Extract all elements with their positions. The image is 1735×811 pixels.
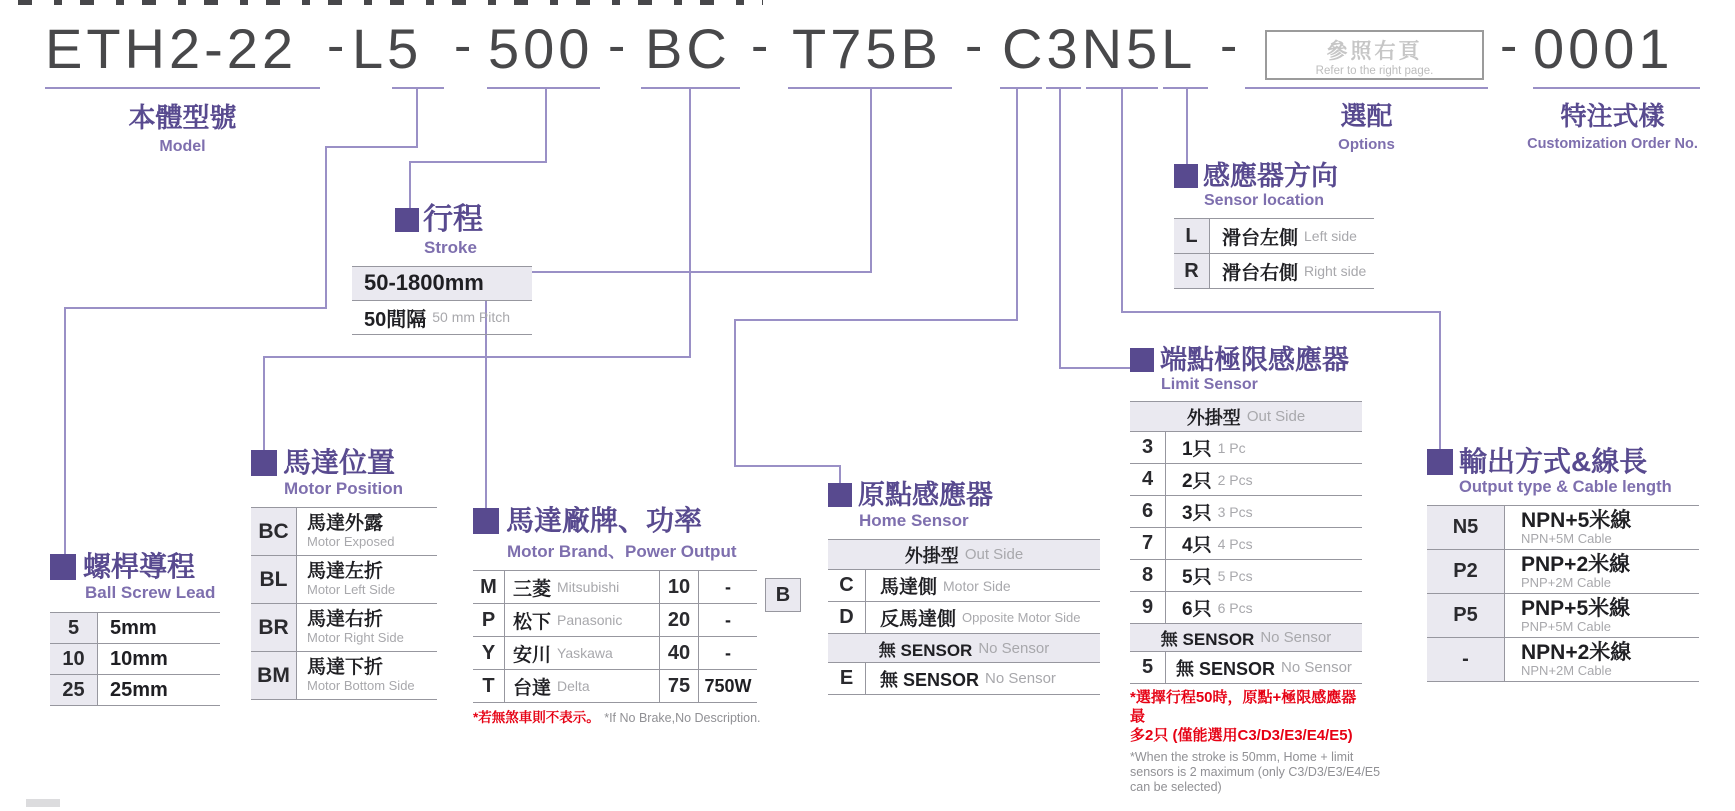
limit-sensor-code: 3: [1130, 432, 1166, 463]
table-row: [50, 613, 220, 644]
section-output-title-zh: 輸出方式&線長: [1459, 446, 1648, 477]
code-dash-1: -: [327, 17, 345, 75]
motor-position-code: BL: [251, 556, 297, 603]
section-home-sensor-title-zh: 原點感應器: [858, 480, 993, 510]
section-sensor-location: [1174, 162, 1374, 289]
section-sensor-location-title-en: Sensor location: [1204, 192, 1325, 210]
limit-sensor-zh: 無 SENSOR: [1176, 658, 1276, 679]
lead-value: 25mm: [110, 678, 168, 701]
limit-sensor-en: 4 Pcs: [1217, 535, 1253, 552]
limit-sensor-code: 5: [1130, 652, 1166, 683]
motor-brand-power: 40: [659, 637, 699, 669]
section-stroke-title-zh: 行程: [423, 203, 483, 236]
group-header-zh: 外掛型: [904, 545, 959, 566]
section-motor-brand-title-zh: 馬達廠牌、功率: [506, 505, 703, 536]
section-bullet-icon: [828, 483, 852, 507]
table-row: [1130, 592, 1362, 624]
section-bullet-icon: [1174, 164, 1198, 188]
lead-code: 25: [50, 675, 98, 705]
limit-sensor-zh: 6只: [1182, 599, 1212, 621]
table-row: [473, 670, 757, 703]
table-row: [828, 570, 1100, 602]
home-sensor-code: C: [828, 570, 866, 601]
table-row: [1174, 254, 1374, 289]
limit-sensor-zh: 4只: [1182, 535, 1212, 557]
limit-sensor-note-red-line1: *選擇行程50時，原點+極限感應器最: [1130, 689, 1357, 726]
table-row: [1174, 219, 1374, 254]
customization-label: [1505, 96, 1720, 152]
stroke-pitch-en: 50 mm Pitch: [432, 309, 511, 325]
customization-label-zh: 特注式樣: [1560, 101, 1665, 131]
section-output: [1427, 447, 1699, 682]
output-code: P2: [1427, 550, 1505, 593]
home-sensor-table: [828, 539, 1100, 695]
output-table: [1427, 505, 1699, 682]
limit-sensor-note-red-line2: 多2只 (僅能選用C3/D3/E3/E4/E5): [1130, 726, 1353, 744]
motor-brand-note-zh: *若無煞車則不表示。: [473, 710, 600, 726]
motor-brand-desc: -: [725, 609, 731, 630]
motor-brand-code: Y: [473, 637, 505, 669]
code-dash-5: -: [965, 17, 983, 75]
motor-brand-en: Mitsubishi: [557, 579, 620, 596]
table-row: [828, 602, 1100, 634]
table-row: [251, 652, 437, 700]
section-stroke-head: [395, 204, 532, 236]
table-row: [473, 571, 757, 604]
table-row: [473, 637, 757, 670]
code-dash-3: -: [608, 17, 626, 75]
section-bullet-icon: [473, 508, 499, 534]
limit-sensor-zh: 2只: [1182, 471, 1212, 493]
code-sensors: C3N5L: [1002, 17, 1197, 80]
code-model: ETH2-22: [45, 17, 298, 80]
section-limit-sensor-title-zh: 端點極限感應器: [1160, 345, 1349, 375]
table-row: [1427, 638, 1699, 682]
limit-sensor-code: 7: [1130, 528, 1166, 559]
group-header-en: Out Side: [964, 546, 1024, 564]
options-box-en: Refer to the right page.: [1315, 65, 1434, 77]
code-lead: L5: [352, 17, 423, 80]
section-output-title-en: Output type & Cable length: [1459, 478, 1672, 497]
motor-brand-power: 10: [659, 571, 699, 603]
limit-sensor-zh: 1只: [1182, 439, 1212, 461]
section-motor-position-title-en: Motor Position: [284, 479, 403, 499]
output-en: PNP+2M Cable: [1521, 575, 1611, 591]
limit-sensor-note-gray: *When the stroke is 50mm, Home + limit sensors is 2 maximum (only C3/D3/E3/E4/E5 can be selected): [1130, 749, 1381, 794]
section-output-head: [1427, 447, 1699, 476]
code-motor-brand: T75B: [792, 17, 942, 80]
output-code: -: [1427, 638, 1505, 681]
table-row: [473, 604, 757, 637]
motor-position-zh: 馬達外露: [307, 513, 384, 535]
table-row: [251, 556, 437, 604]
code-dash-4: -: [751, 17, 769, 75]
limit-sensor-code: 4: [1130, 464, 1166, 495]
limit-sensor-note-red: [1130, 689, 1362, 745]
group-header-en: No Sensor: [978, 639, 1050, 657]
motor-brand-desc: -: [725, 576, 731, 597]
code-order-no: 0001: [1533, 17, 1674, 80]
section-motor-brand-title-en: Motor Brand、Power Output: [507, 542, 737, 562]
table-row: [1130, 560, 1362, 592]
limit-sensor-code: 9: [1130, 592, 1166, 623]
stroke-range: 50-1800mm: [364, 270, 484, 295]
section-home-sensor-title-en: Home Sensor: [859, 511, 969, 531]
output-zh: NPN+5米線: [1521, 509, 1632, 533]
motor-brand-zh: 松下: [513, 611, 552, 633]
table-row: [1427, 506, 1699, 550]
group-header-zh: 外掛型: [1186, 407, 1241, 428]
section-lead: [50, 552, 220, 706]
limit-sensor-table: [1130, 401, 1362, 684]
table-row: [251, 604, 437, 652]
model-label-zh: 本體型號: [128, 103, 237, 133]
sensor-location-code: L: [1174, 219, 1210, 253]
table-row: [1130, 432, 1362, 464]
output-zh: PNP+2米線: [1521, 553, 1631, 577]
limit-sensor-code: 6: [1130, 496, 1166, 527]
motor-brand-en: Yaskawa: [557, 645, 613, 662]
options-label-en: Options: [1338, 136, 1395, 153]
home-sensor-zh: 反馬達側: [880, 609, 957, 631]
table-row: [50, 644, 220, 675]
section-stroke-title-en: Stroke: [424, 237, 477, 257]
section-motor-brand-head: [473, 506, 809, 535]
code-dash-6: -: [1220, 17, 1238, 75]
section-limit-sensor-head: [1130, 346, 1362, 374]
table-row: [1130, 496, 1362, 528]
home-sensor-en: No Sensor: [985, 670, 1056, 688]
limit-sensor-group-header: [1130, 624, 1362, 652]
stroke-table: [352, 266, 532, 335]
limit-sensor-en: 6 Pcs: [1217, 599, 1253, 616]
group-header-zh: 無 SENSOR: [878, 640, 973, 660]
page-edge-smudge: [26, 799, 60, 807]
home-sensor-group-header: [828, 634, 1100, 663]
output-en: PNP+5M Cable: [1521, 619, 1611, 635]
limit-sensor-zh: 5只: [1182, 567, 1212, 589]
table-row: [352, 301, 532, 335]
output-code: P5: [1427, 594, 1505, 637]
motor-position-en: Motor Right Side: [307, 630, 404, 646]
output-zh: PNP+5米線: [1521, 597, 1631, 621]
motor-brand-note-en: *If No Brake,No Description.: [604, 711, 761, 726]
limit-sensor-en: 1 Pc: [1217, 439, 1246, 456]
table-row: [251, 508, 437, 556]
table-row: [1130, 528, 1362, 560]
sensor-location-en: Left side: [1304, 228, 1357, 245]
motor-position-en: Motor Bottom Side: [307, 678, 415, 694]
sensor-location-code: R: [1174, 254, 1210, 288]
options-placeholder-box: [1265, 30, 1484, 80]
options-label: [1245, 96, 1488, 153]
customization-label-en: Customization Order No.: [1527, 136, 1698, 152]
motor-brand-en: Delta: [557, 678, 590, 695]
code-motor-position: BC: [645, 17, 731, 80]
motor-position-table: [251, 507, 437, 700]
output-en: NPN+5M Cable: [1521, 531, 1612, 547]
code-dash-7: -: [1500, 17, 1518, 75]
sensor-location-zh: 滑台右側: [1222, 262, 1299, 284]
motor-brand-code: T: [473, 670, 505, 702]
motor-position-code: BR: [251, 604, 297, 651]
code-dash-2: -: [454, 17, 472, 75]
motor-brand-desc: -: [725, 642, 731, 663]
home-sensor-zh: 馬達側: [880, 577, 938, 599]
table-row: [1427, 550, 1699, 594]
table-row: [1427, 594, 1699, 638]
model-label: [45, 96, 320, 156]
section-lead-head: [50, 552, 220, 581]
home-sensor-code: E: [828, 663, 866, 694]
stroke-pitch-zh: 50間隔: [364, 308, 427, 331]
section-bullet-icon: [50, 554, 76, 580]
motor-brand-desc: 750W: [704, 675, 752, 696]
limit-sensor-en: 3 Pcs: [1217, 503, 1253, 520]
section-bullet-icon: [1130, 348, 1154, 372]
motor-brand-en: Panasonic: [557, 612, 623, 629]
motor-brand-zh: 台達: [513, 677, 552, 699]
section-sensor-location-head: [1174, 162, 1374, 190]
limit-sensor-en: 2 Pcs: [1217, 471, 1253, 488]
lead-value: 5mm: [110, 616, 157, 639]
group-header-zh: 無 SENSOR: [1160, 630, 1255, 650]
sensor-location-en: Right side: [1304, 263, 1367, 280]
lead-table: [50, 612, 220, 706]
motor-position-zh: 馬達下折: [307, 657, 384, 679]
home-sensor-en: Opposite Motor Side: [962, 610, 1081, 626]
section-bullet-icon: [251, 450, 277, 476]
section-lead-title-en: Ball Screw Lead: [85, 583, 216, 603]
model-label-en: Model: [159, 138, 206, 155]
motor-brand-power: 75: [659, 670, 699, 702]
home-sensor-code: D: [828, 602, 866, 633]
section-sensor-location-title-zh: 感應器方向: [1203, 161, 1338, 191]
home-sensor-en: Motor Side: [943, 577, 1011, 594]
section-limit-sensor-title-en: Limit Sensor: [1161, 376, 1258, 394]
code-stroke: 500: [488, 17, 594, 80]
motor-position-zh: 馬達右折: [307, 609, 384, 631]
group-header-en: No Sensor: [1260, 629, 1332, 647]
lead-code: 10: [50, 644, 98, 674]
motor-position-zh: 馬達左折: [307, 561, 384, 583]
options-box-zh: 參照右頁: [1326, 40, 1423, 63]
section-lead-title-zh: 螺桿導程: [83, 551, 196, 582]
section-motor-brand: [473, 506, 809, 727]
table-row: [828, 663, 1100, 695]
lead-value: 10mm: [110, 647, 168, 670]
section-motor-position: [251, 448, 437, 700]
home-sensor-group-header: [828, 540, 1100, 570]
section-motor-position-head: [251, 448, 437, 477]
motor-brand-code: P: [473, 604, 505, 636]
cropped-text-artifact: [18, 0, 763, 5]
section-home-sensor: [828, 481, 1100, 695]
motor-brand-brake-cell: B: [765, 578, 801, 612]
motor-brand-zh: 三菱: [513, 578, 552, 600]
output-code: N5: [1427, 506, 1505, 549]
lead-code: 5: [50, 613, 98, 643]
motor-brand-table: [473, 570, 757, 703]
motor-position-en: Motor Exposed: [307, 534, 395, 550]
motor-position-en: Motor Left Side: [307, 582, 396, 598]
limit-sensor-en: 5 Pcs: [1217, 567, 1253, 584]
section-stroke: [352, 204, 532, 335]
section-home-sensor-head: [828, 481, 1100, 509]
home-sensor-zh: 無 SENSOR: [880, 669, 980, 690]
motor-position-code: BM: [251, 652, 297, 699]
table-row: [1130, 464, 1362, 496]
limit-sensor-code: 8: [1130, 560, 1166, 591]
section-bullet-icon: [1427, 449, 1453, 475]
sensor-location-zh: 滑台左側: [1222, 227, 1299, 249]
limit-sensor-group-header: [1130, 402, 1362, 432]
group-header-en: Out Side: [1246, 408, 1306, 426]
output-zh: NPN+2米線: [1521, 641, 1632, 665]
sensor-location-table: [1174, 218, 1374, 289]
section-limit-sensor: [1130, 345, 1381, 795]
section-motor-position-title-zh: 馬達位置: [283, 447, 396, 478]
limit-sensor-en: No Sensor: [1281, 659, 1352, 677]
section-bullet-icon: [395, 208, 419, 232]
table-row: [1130, 652, 1362, 684]
motor-brand-note: [473, 706, 809, 727]
limit-sensor-zh: 3只: [1182, 503, 1212, 525]
table-row: [50, 675, 220, 706]
motor-brand-power: 20: [659, 604, 699, 636]
motor-brand-code: M: [473, 571, 505, 603]
table-row: [352, 267, 532, 301]
output-en: NPN+2M Cable: [1521, 663, 1612, 679]
motor-position-code: BC: [251, 508, 297, 555]
options-label-zh: 選配: [1340, 101, 1393, 131]
motor-brand-zh: 安川: [513, 644, 552, 666]
